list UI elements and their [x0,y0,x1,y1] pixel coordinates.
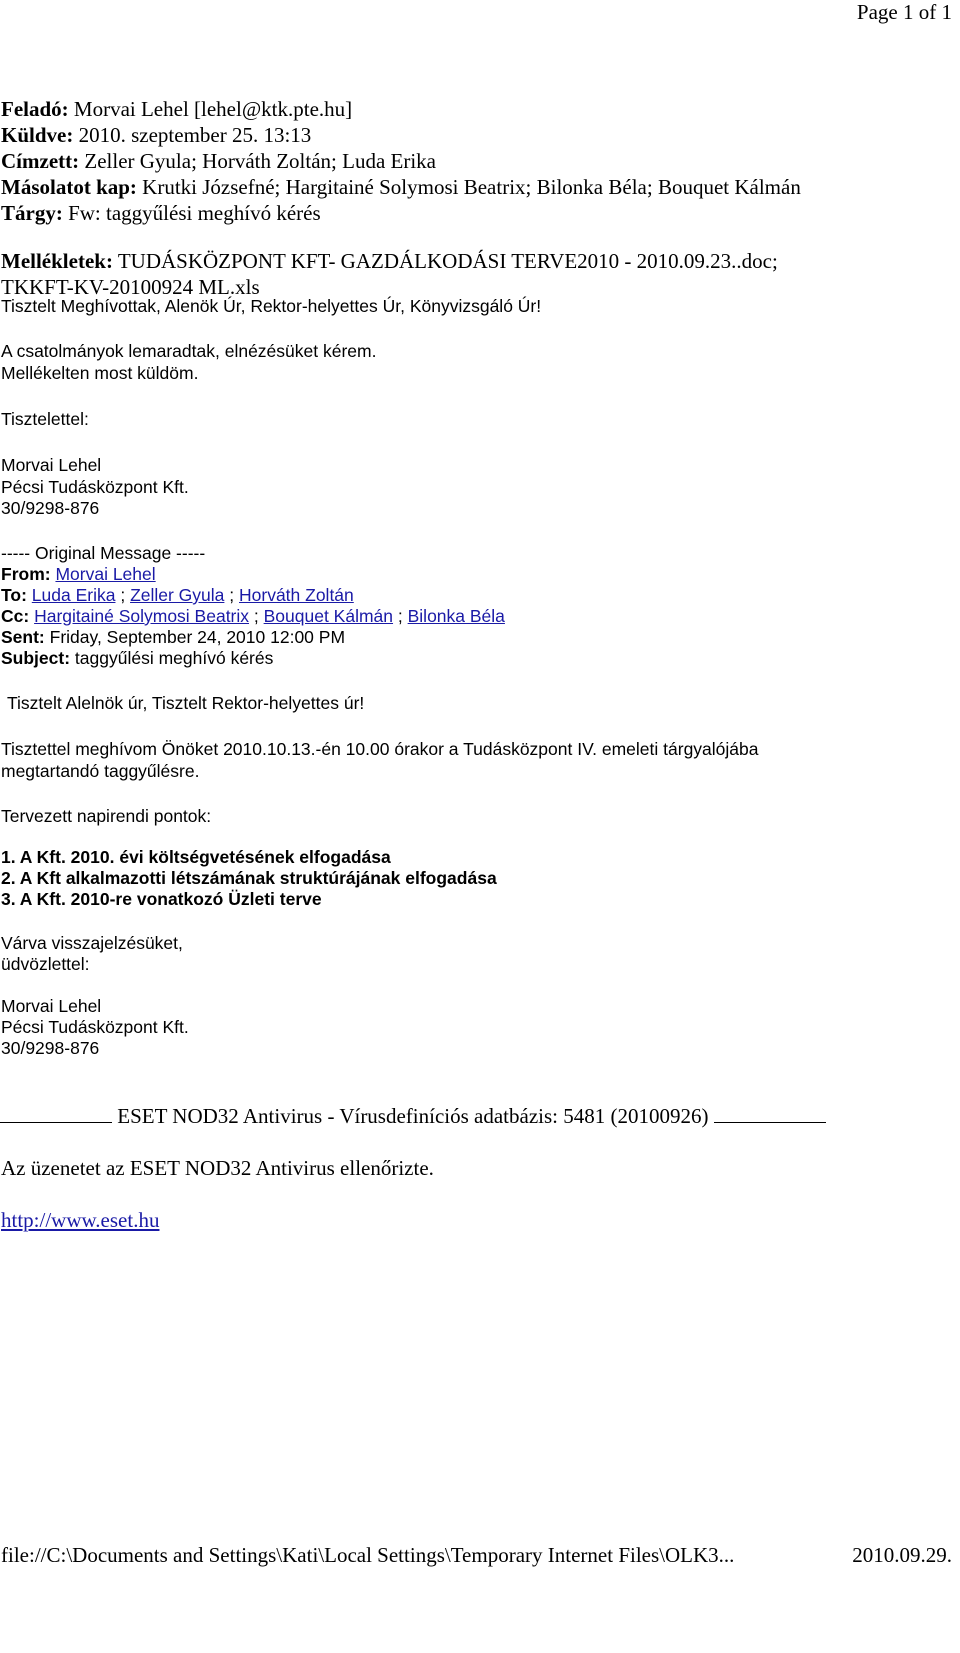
body-line: A csatolmányok lemaradtak, elnézésüket kérem. [1,341,377,361]
separator: ; [249,606,264,626]
original-sent-label: Sent: [1,627,45,647]
header-attachments [1,248,778,274]
separator: ; [393,606,408,626]
signature-org: Pécsi Tudásközpont Kft. [1,477,189,497]
original-subject-value: taggyűlési meghívó kérés [74,648,274,668]
signature-org: Pécsi Tudásközpont Kft. [1,1017,189,1037]
signature-phone: 30/9298-876 [1,498,100,518]
original-sent-value: Friday, September 24, 2010 12:00 PM [49,627,346,647]
recipient-link[interactable]: Luda Erika [31,585,116,605]
cc-label: Másolatot kap: [1,175,137,199]
original-subject [1,647,273,669]
original-greeting: Tisztelt Alelnök úr, Tisztelt Rektor-helyettes úr! [7,693,365,713]
signature-phone: 30/9298-876 [1,1038,100,1058]
original-closing: Várva visszajelzésüket, [1,933,183,953]
recipient-link[interactable]: Horváth Zoltán [239,585,354,605]
agenda-title: Tervezett napirendi pontok: [1,806,212,826]
original-subject-label: Subject: [1,648,71,668]
sent-value: 2010. szeptember 25. 13:13 [78,123,312,147]
banner-rule-left [0,1106,112,1123]
separator: ; [115,585,131,605]
subject-value: Fw: taggyűlési meghívó kérés [68,201,321,225]
signature-name: Morvai Lehel [1,455,102,475]
original-message-separator: ----- Original Message ----- [1,543,206,563]
original-from-link[interactable]: Morvai Lehel [55,564,156,584]
subject-label: Tárgy: [1,201,63,225]
footer-date: 2010.09.29. [852,1543,952,1567]
body-greeting: Tisztelt Meghívottak, Alenök Úr, Rektor-helyettes Úr, Könyvizsgáló Úr! [1,296,542,316]
from-label: Feladó: [1,97,69,121]
to-value: Zeller Gyula; Horváth Zoltán; Luda Erika [84,149,437,173]
header-sent [1,122,311,148]
original-sent [1,626,345,648]
antivirus-banner-text: ESET NOD32 Antivirus - Vírusdefiníciós adatbázis: 5481 (20100926) [117,1104,709,1128]
separator: ; [224,585,239,605]
agenda-item: 1. A Kft. 2010. évi költségvetésének elfogadása [1,847,391,867]
antivirus-banner [0,1104,826,1129]
footer-path: file://C:\Documents and Settings\Kati\Local Settings\Temporary Internet Files\OLK3... [1,1543,735,1567]
body-closing: Tisztelettel: [1,409,89,429]
cc-link[interactable]: Bilonka Béla [407,606,505,626]
original-to [1,584,354,606]
header-subject [1,200,321,226]
signature-name: Morvai Lehel [1,996,102,1016]
attachments-label: Mellékletek: [1,249,113,273]
sent-label: Küldve: [1,123,74,147]
recipient-link[interactable]: Zeller Gyula [130,585,225,605]
original-closing: üdvözlettel: [1,954,90,974]
cc-link[interactable]: Bouquet Kálmán [263,606,394,626]
cc-value: Krutki Józsefné; Hargitainé Solymosi Beatrix; Bilonka Béla; Bouquet Kálmán [142,175,801,199]
attachment-doc[interactable]: TUDÁSKÖZPONT KFT- GAZDÁLKODÁSI TERVE2010 - 2010.09.23..doc; [117,249,778,273]
invite-line: megtartandó taggyűlésre. [1,761,200,781]
attachment-xls[interactable]: TKKFT-KV-20100924 ML.xls [1,275,260,299]
original-from [1,563,156,585]
from-value: Morvai Lehel [lehel@ktk.pte.hu] [73,97,353,121]
banner-rule-right [714,1106,826,1123]
cc-link[interactable]: Hargitainé Solymosi Beatrix [34,606,250,626]
to-label: Címzett: [1,149,80,173]
page-number: Page 1 of 1 [856,0,952,24]
eset-link[interactable]: http://www.eset.hu [1,1208,160,1232]
agenda-item: 3. A Kft. 2010-re vonatkozó Üzleti terve [1,889,322,909]
original-cc [1,605,505,627]
header-to [1,148,436,174]
invite-line: Tisztettel meghívom Önöket 2010.10.13.-én 10.00 órakor a Tudásközpont IV. emeleti tárgyalójába [1,739,759,759]
original-to-label: To: [1,585,27,605]
antivirus-checked: Az üzenetet az ESET NOD32 Antivirus ellenőrizte. [1,1156,434,1180]
original-cc-label: Cc: [1,606,30,626]
body-line: Mellékelten most küldöm. [1,363,199,383]
agenda-item: 2. A Kft alkalmazotti létszámának struktúrájának elfogadása [1,868,497,888]
header-from [1,96,352,122]
header-cc [1,174,801,200]
original-from-label: From: [1,564,51,584]
